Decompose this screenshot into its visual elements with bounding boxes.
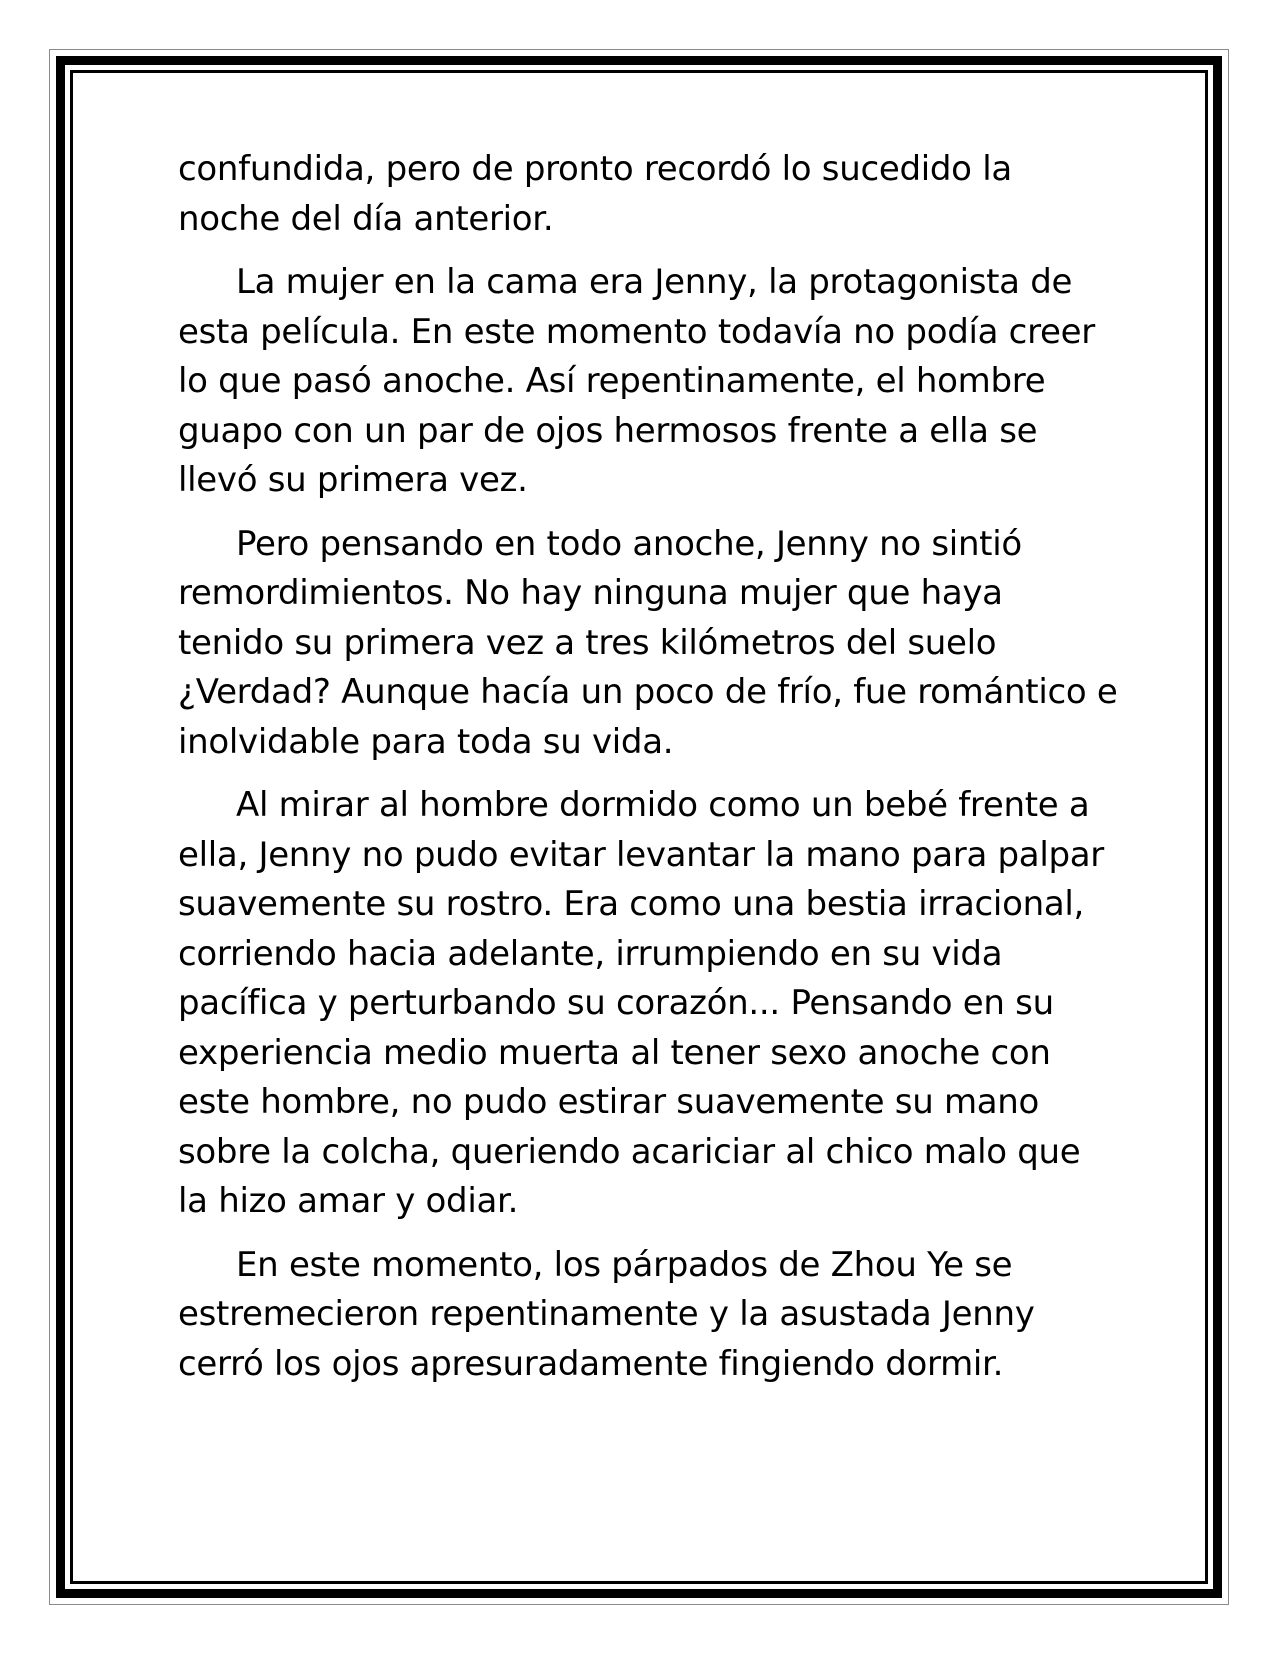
paragraph-2: La mujer en la cama era Jenny, la protagonista de esta película. En este momento todavía no podía creer lo que pasó anoche. Así repentinamente, el hombre guapo con un par de ojos hermosos frente a ella se llevó su primera vez. xyxy=(178,262,1095,500)
paragraph-1: confundida, pero de pronto recordó lo sucedido la noche del día anterior. xyxy=(178,149,1012,239)
paragraph-4: Al mirar al hombre dormido como un bebé frente a ella, Jenny no pudo evitar levantar la mano para palpar suavemente su rostro. Era como una bestia irracional, corriendo hacia adelante, irrumpiendo en su vida pacífica y perturbando su corazón... Pensando en su experiencia medio muerta al tener sexo anoche con este hombre, no pudo estirar suavemente su mano sobre la colcha, queriendo acariciar al chico malo que la hizo amar y odiar. xyxy=(178,785,1104,1221)
paragraph-3: Pero pensando en todo anoche, Jenny no sintió remordimientos. No hay ninguna mujer que haya tenido su primera vez a tres kilómetros del suelo ¿Verdad? Aunque hacía un poco de frío, fue romántico e inolvidable para toda su vida. xyxy=(178,523,1118,762)
page-text xyxy=(178,145,1118,1403)
paragraph-5: En este momento, los párpados de Zhou Ye se estremecieron repentinamente y la asustada Jenny cerró los ojos apresuradamente fingiendo dormir. xyxy=(178,1244,1035,1384)
